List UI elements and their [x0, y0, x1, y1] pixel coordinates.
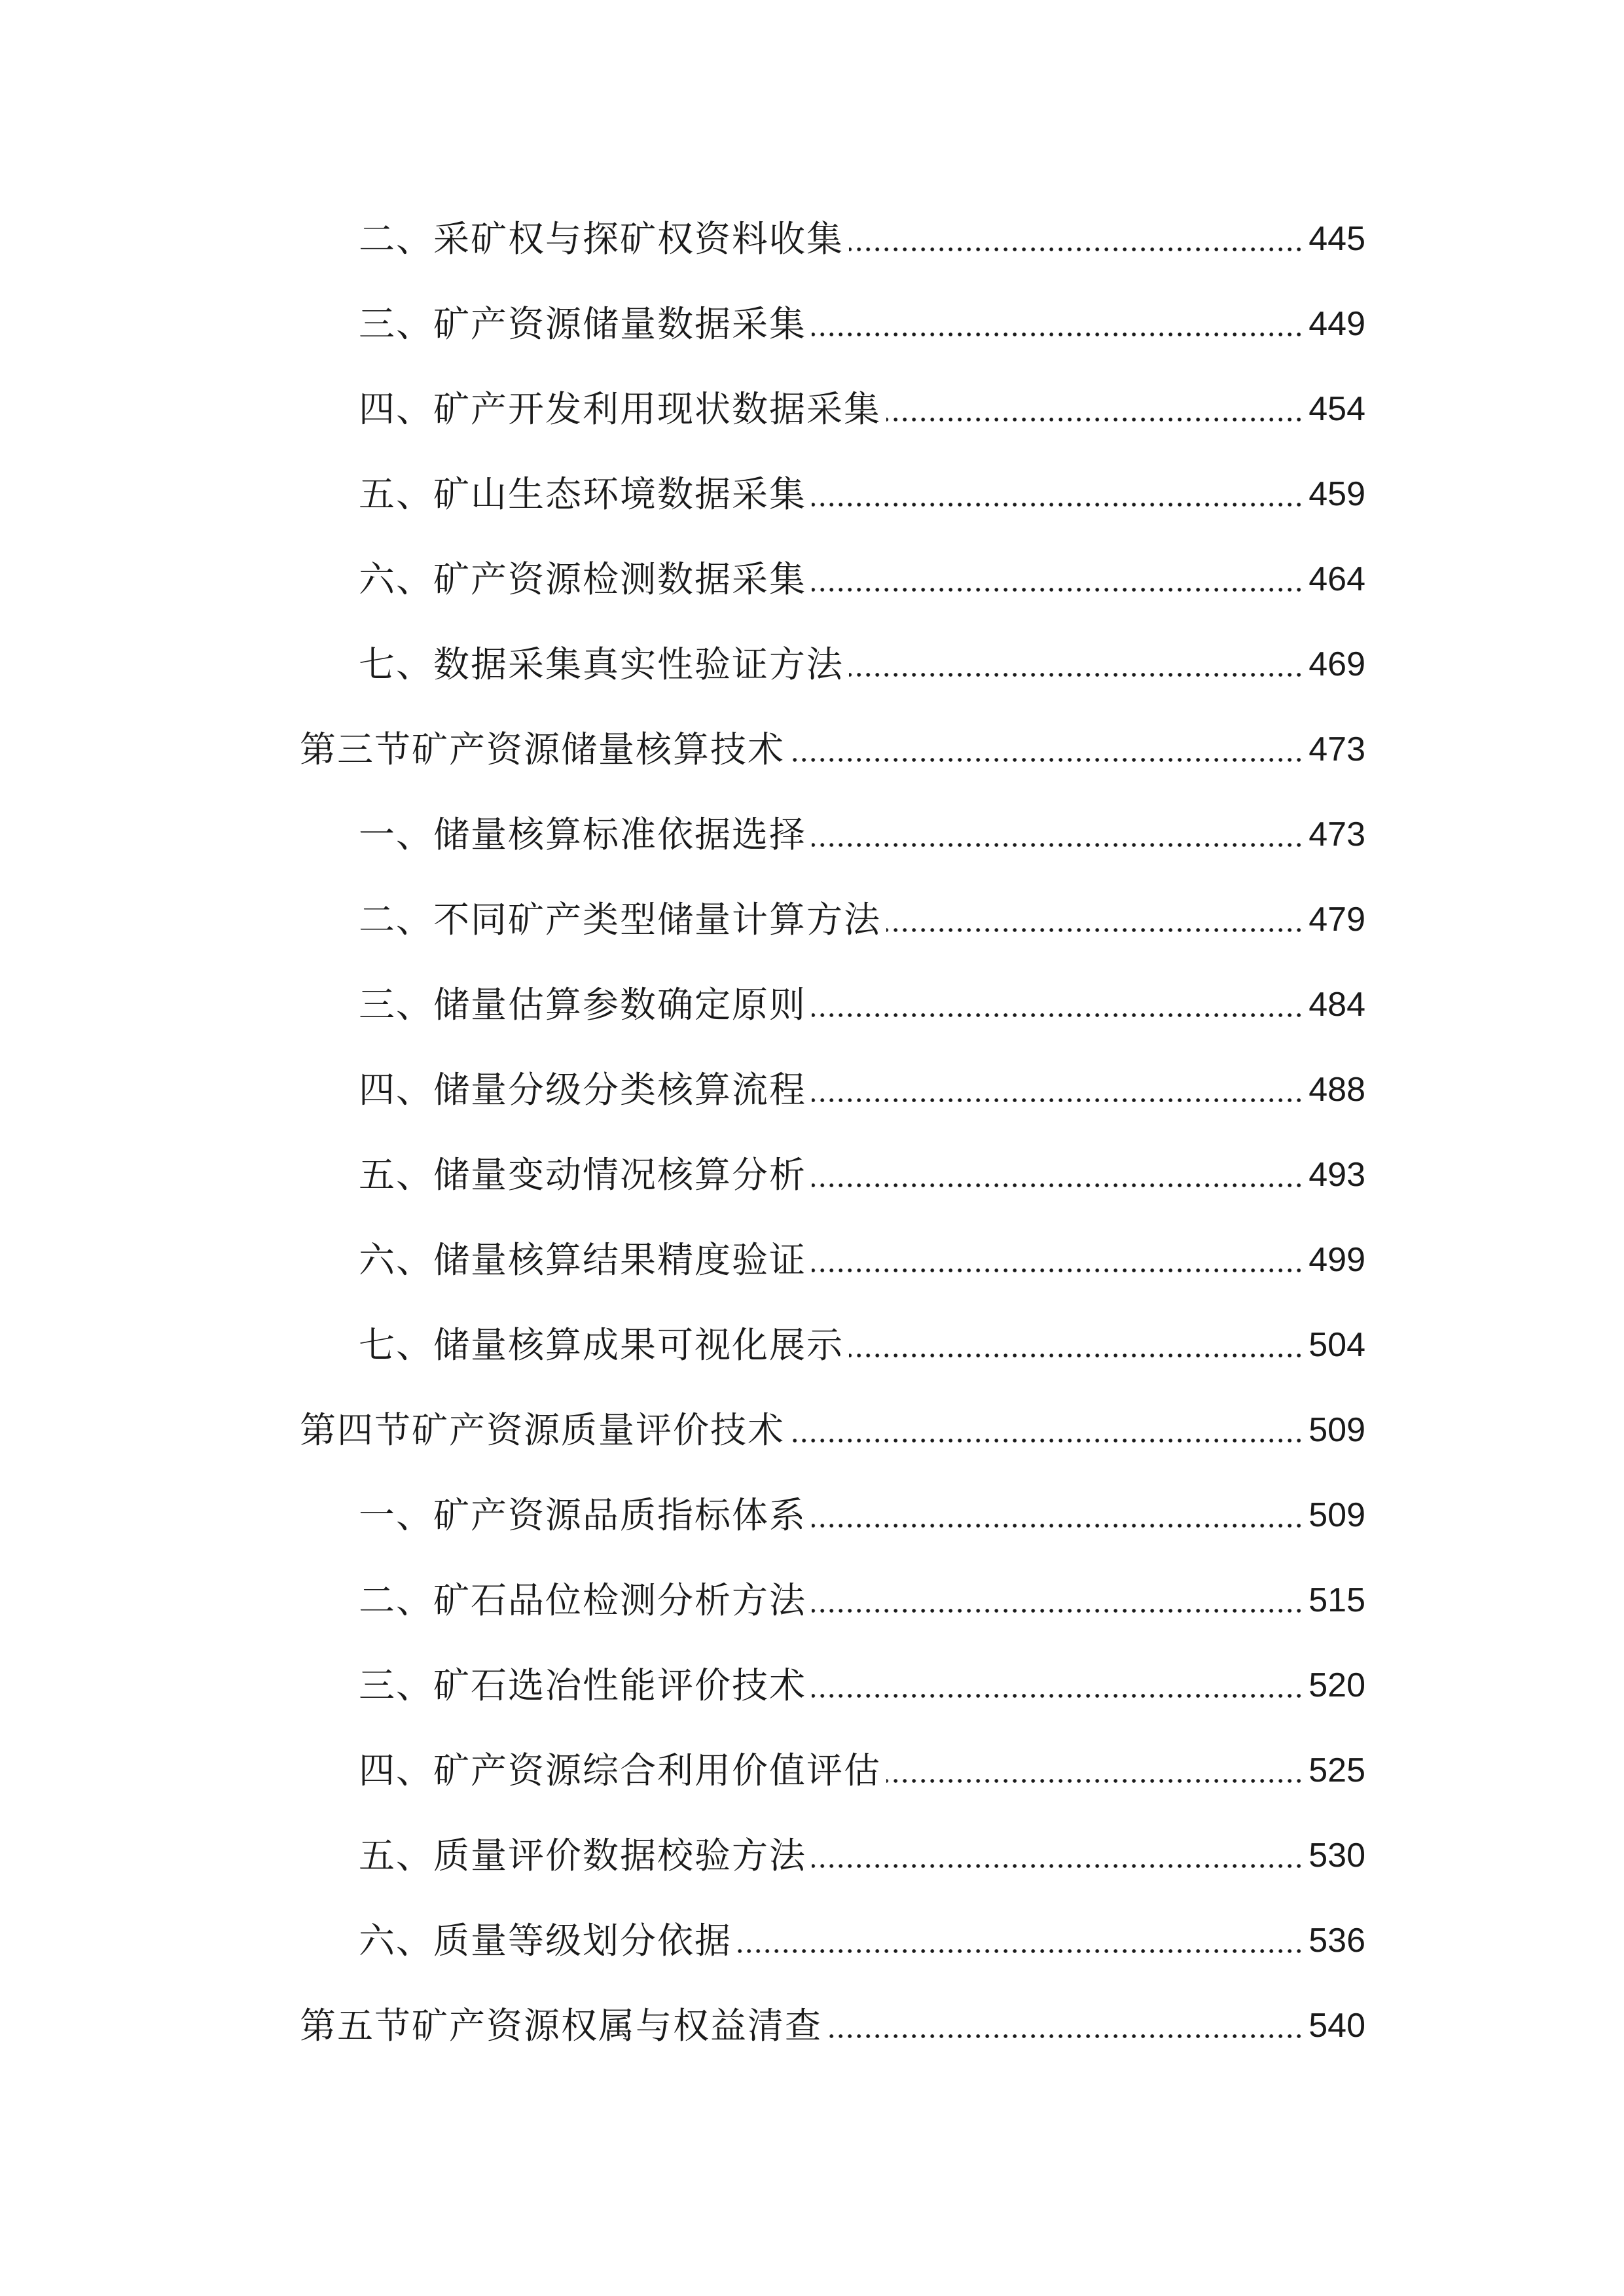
toc-dot-leader: [886, 927, 1303, 933]
toc-entry-title: 一、矿产资源品质指标体系: [359, 1494, 807, 1536]
toc-entry-page-number: 464: [1308, 560, 1365, 598]
toc-entry[interactable]: [359, 792, 1365, 857]
toc-dot-leader: [812, 586, 1303, 593]
toc-entry-page-number: 515: [1308, 1581, 1365, 1619]
toc-entry-title: 二、采矿权与探矿权资料收集: [359, 218, 844, 260]
toc-entry-page-number: 445: [1308, 220, 1365, 258]
toc-section-entry[interactable]: [300, 1983, 1365, 2049]
toc-section-entry[interactable]: [300, 1388, 1365, 1453]
toc-entry[interactable]: [359, 1473, 1365, 1538]
toc-entry-title: 五、储量变动情况核算分析: [359, 1154, 807, 1196]
toc-entry-title: 七、储量核算成果可视化展示: [359, 1324, 844, 1366]
toc-entry-title: 第四节矿产资源质量评价技术: [300, 1409, 785, 1451]
toc-entry[interactable]: [359, 1643, 1365, 1708]
toc-dot-leader: [812, 1182, 1303, 1189]
toc-entry-page-number: 509: [1308, 1496, 1365, 1534]
toc-entry-page-number: 484: [1308, 986, 1365, 1024]
toc-entry-title: 六、质量等级划分依据: [359, 1920, 732, 1962]
toc-entry[interactable]: [359, 281, 1365, 347]
toc-entry-title: 三、储量估算参数确定原则: [359, 984, 807, 1026]
toc-entry-title: 五、质量评价数据校验方法: [359, 1835, 807, 1876]
toc-entry[interactable]: [359, 1728, 1365, 1793]
toc-section-entry[interactable]: [300, 707, 1365, 772]
toc-dot-leader: [812, 1097, 1303, 1103]
toc-entry[interactable]: [359, 962, 1365, 1028]
toc-entry-page-number: 449: [1308, 305, 1365, 343]
toc-dot-leader: [812, 1522, 1303, 1529]
toc-entry[interactable]: [359, 196, 1365, 262]
toc-entry-page-number: 520: [1308, 1666, 1365, 1704]
toc-entry-page-number: 454: [1308, 390, 1365, 428]
toc-entry[interactable]: [359, 1047, 1365, 1113]
toc-dot-leader: [812, 1863, 1303, 1869]
toc-dot-leader: [737, 1948, 1303, 1954]
toc-dot-leader: [812, 842, 1303, 848]
toc-entry-title: 六、矿产资源检测数据采集: [359, 558, 807, 600]
toc-dot-leader: [849, 672, 1303, 678]
toc-dot-leader: [849, 246, 1303, 253]
toc-entry-title: 第五节矿产资源权属与权益清查: [300, 2005, 823, 2047]
toc-dot-leader: [827, 2033, 1303, 2039]
toc-entry-page-number: 473: [1308, 816, 1365, 853]
toc-entry[interactable]: [359, 1132, 1365, 1198]
toc-dot-leader: [812, 331, 1303, 338]
toc-entry-page-number: 525: [1308, 1751, 1365, 1789]
toc-entry-page-number: 530: [1308, 1837, 1365, 1874]
toc-dot-leader: [886, 416, 1303, 423]
toc-entry[interactable]: [359, 367, 1365, 432]
toc-entry-page-number: 540: [1308, 2007, 1365, 2045]
toc-entry-page-number: 499: [1308, 1241, 1365, 1279]
toc-entry[interactable]: [359, 877, 1365, 942]
toc-entry[interactable]: [359, 452, 1365, 517]
toc-entry-title: 七、数据采集真实性验证方法: [359, 643, 844, 685]
toc-dot-leader: [812, 501, 1303, 508]
toc-entry-title: 一、储量核算标准依据选择: [359, 814, 807, 855]
toc-dot-leader: [849, 1352, 1303, 1359]
toc-entry[interactable]: [359, 622, 1365, 687]
toc-entry-title: 五、矿山生态环境数据采集: [359, 473, 807, 515]
toc-entry-page-number: 469: [1308, 645, 1365, 683]
toc-entry-title: 四、储量分级分类核算流程: [359, 1069, 807, 1111]
toc-entry[interactable]: [359, 1558, 1365, 1623]
toc-entry-title: 三、矿石选冶性能评价技术: [359, 1664, 807, 1706]
toc-entry-title: 二、不同矿产类型储量计算方法: [359, 899, 882, 941]
toc-entry[interactable]: [359, 1217, 1365, 1283]
toc-dot-leader: [812, 1267, 1303, 1274]
toc-entry-page-number: 504: [1308, 1326, 1365, 1364]
toc-entry-page-number: 459: [1308, 475, 1365, 513]
toc-dot-leader: [886, 1778, 1303, 1784]
toc-entry[interactable]: [359, 1302, 1365, 1368]
toc-entry-title: 第三节矿产资源储量核算技术: [300, 728, 785, 770]
toc-entry-page-number: 479: [1308, 901, 1365, 939]
toc-entry-page-number: 509: [1308, 1411, 1365, 1449]
toc-entry-page-number: 473: [1308, 730, 1365, 768]
toc-entry[interactable]: [359, 1898, 1365, 1964]
toc-dot-leader: [790, 757, 1303, 763]
toc-entry[interactable]: [359, 1813, 1365, 1878]
toc-entry[interactable]: [359, 537, 1365, 602]
toc-entry-title: 六、储量核算结果精度验证: [359, 1239, 807, 1281]
toc-entry-page-number: 536: [1308, 1922, 1365, 1960]
toc-entry-page-number: 493: [1308, 1156, 1365, 1194]
toc-entry-title: 四、矿产资源综合利用价值评估: [359, 1749, 882, 1791]
toc-entry-title: 四、矿产开发利用现状数据采集: [359, 388, 882, 430]
toc-entry-page-number: 488: [1308, 1071, 1365, 1109]
toc-entry-title: 三、矿产资源储量数据采集: [359, 303, 807, 345]
toc-dot-leader: [812, 1012, 1303, 1018]
toc-dot-leader: [790, 1437, 1303, 1444]
toc-entry-title: 二、矿石品位检测分析方法: [359, 1579, 807, 1621]
toc-dot-leader: [812, 1693, 1303, 1699]
toc-dot-leader: [812, 1607, 1303, 1614]
